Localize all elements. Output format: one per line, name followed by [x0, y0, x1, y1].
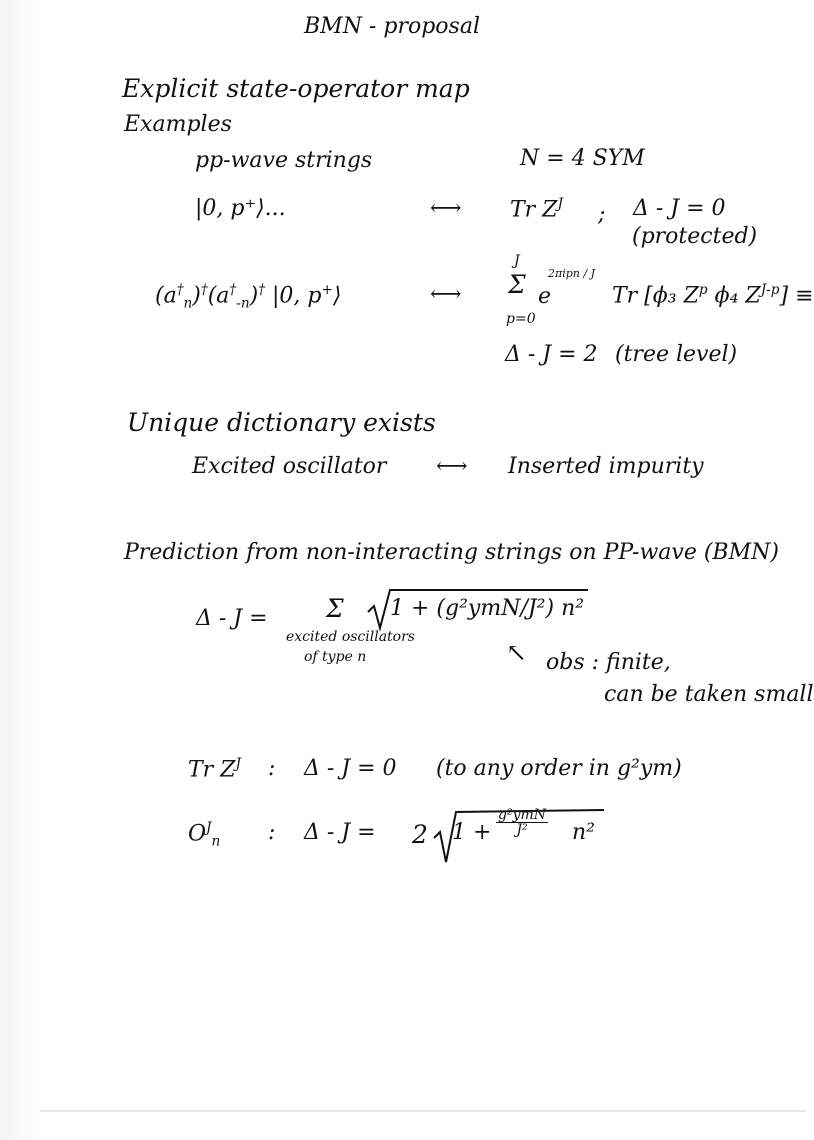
row1-arrow-icon: ⟷	[430, 196, 462, 221]
page-title: BMN - proposal	[304, 14, 480, 39]
row2-operator-head: Tr [ϕ₃ Z	[612, 283, 699, 309]
examples-label: Examples	[124, 112, 232, 137]
annotation-obs-line1: obs : finite,	[546, 650, 671, 675]
row1-semicolon: ;	[598, 202, 606, 227]
dictionary-left: Excited oscillator	[192, 454, 387, 479]
line1-condition: Δ - J = 0	[304, 756, 397, 781]
line2-operator-sup: J	[206, 820, 212, 836]
section-heading-prediction: Prediction from non-interacting strings on PP-wave (BMN)	[124, 540, 779, 565]
column-header-sym: N = 4 SYM	[520, 146, 645, 171]
sqrt-radical-prediction	[368, 590, 588, 628]
line1-note: (to any order in g²ym)	[436, 756, 682, 781]
line2-fraction-denominator: J²	[516, 822, 528, 838]
row2-oscillator-a: (a	[155, 283, 177, 309]
row2-string-state: $(a^\dagger_n)^\dagger(a^\dagger_{-n})^\dagger$ |0, p+⟩	[155, 282, 342, 312]
line1-operator-exponent: J	[235, 756, 241, 772]
dictionary-right: Inserted impurity	[508, 454, 704, 479]
row1-string-state: |0, p⁺⟩...	[195, 196, 286, 221]
sqrt-radical-line2	[434, 807, 604, 862]
line2-operator-text: O	[188, 821, 207, 847]
annotation-arrow-icon: ↖	[506, 638, 527, 667]
row2-exponential-e: e	[538, 284, 552, 309]
row1-note: (protected)	[632, 224, 758, 249]
row2-operator: Tr [ϕ₃ $Z^p$ ϕ₄ $Z^{J-p}$] ≡	[612, 282, 814, 309]
row1-operator-text: Tr Z	[510, 197, 558, 223]
prediction-lhs: Δ - J =	[196, 606, 268, 631]
prediction-under-line1: excited oscillators	[286, 629, 415, 645]
row2-sum-symbol: Σ	[508, 270, 526, 299]
line1-operator-text: Tr Z	[188, 757, 236, 783]
prediction-sqrt-body: 1 + (g²ymN/J²) n²	[390, 596, 585, 621]
prediction-sum-symbol: Σ	[326, 594, 344, 623]
section-heading-unique-dictionary: Unique dictionary exists	[127, 408, 436, 437]
row2-exponent: 2πipn / J	[548, 267, 595, 280]
prediction-under-line2: of type n	[304, 649, 367, 665]
line2-tail: n²	[572, 820, 595, 845]
line2-colon: :	[268, 820, 276, 845]
column-header-pp-wave-strings: pp-wave strings	[195, 148, 373, 173]
line2-coefficient: 2	[412, 820, 428, 849]
row1-operator-exponent: J	[557, 196, 563, 212]
line1-colon: :	[268, 756, 276, 781]
row1-condition: Δ - J = 0	[633, 196, 726, 221]
row2-sum-upper-limit: J	[514, 253, 520, 269]
line2-condition: Δ - J =	[304, 820, 376, 845]
row2-sum-lower-limit: p=0	[506, 311, 536, 327]
row2-operator-tail: ϕ₄ Z	[714, 283, 761, 309]
row2-operator-end: ] ≡	[779, 283, 814, 309]
line2-fraction-numerator: g²ymN	[498, 807, 547, 823]
dictionary-arrow-icon: ⟷	[436, 454, 468, 479]
line2-one-plus: 1 +	[452, 820, 492, 845]
annotation-obs-line2: can be taken small	[604, 682, 814, 707]
line2-operator-sub: n	[211, 833, 221, 850]
row2-arrow-icon: ⟷	[430, 282, 462, 307]
section-heading-state-operator-map: Explicit state-operator map	[122, 74, 470, 103]
row2-condition: Δ - J = 2	[505, 342, 598, 367]
row2-note: (tree level)	[615, 342, 738, 367]
